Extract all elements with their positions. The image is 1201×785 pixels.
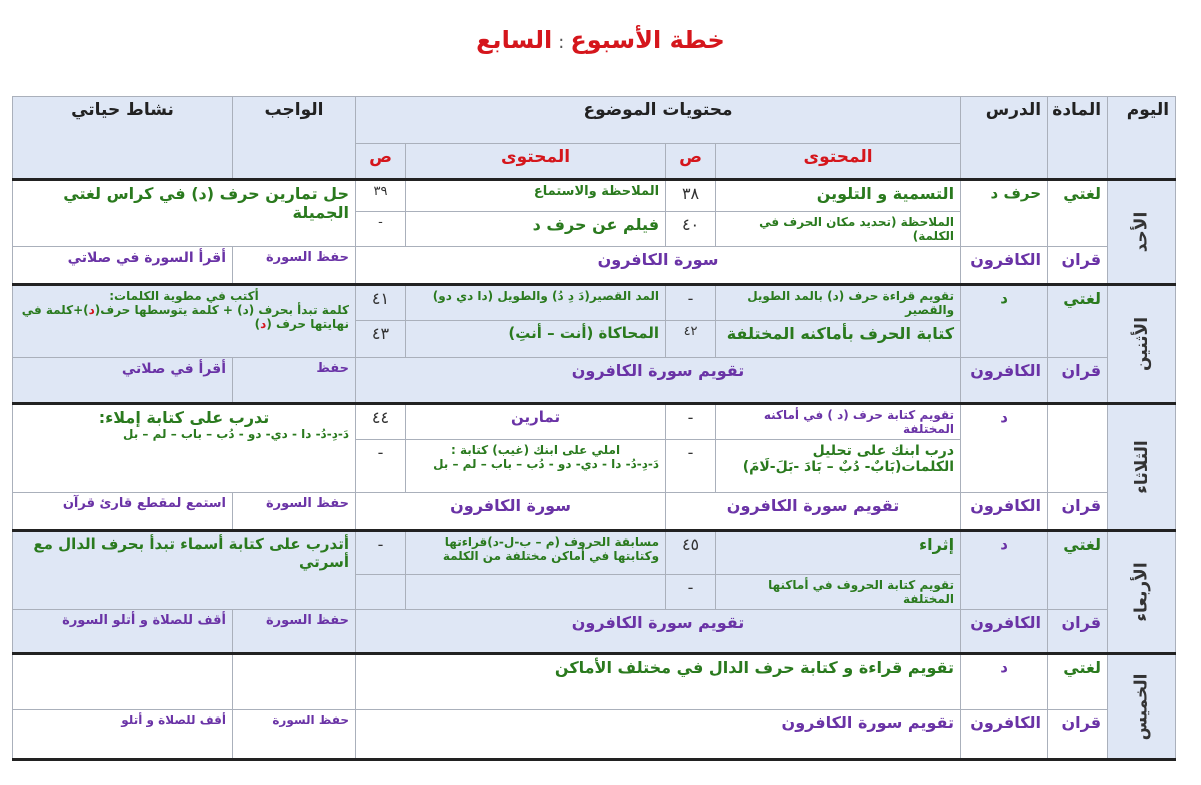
activity-cell: أقف للصلاة و أتلو السورة [13, 610, 233, 654]
title-week: خطة الأسبوع [570, 26, 725, 54]
content-cell: سورة الكافرون [356, 247, 961, 285]
subject-cell [1048, 404, 1108, 493]
page-cell: - [666, 575, 716, 610]
lesson-cell: الكافرون [961, 493, 1048, 531]
activity-cell [13, 654, 233, 710]
subject-cell: قران [1048, 358, 1108, 404]
header-topic: محتويات الموضوع [356, 97, 961, 144]
header-page-a: ص [666, 144, 716, 180]
page-cell: ٤٥ [666, 531, 716, 575]
subject-cell: لغتي [1048, 531, 1108, 610]
header-row [13, 97, 1176, 144]
content-cell: تمارين [406, 404, 666, 440]
header-content-a: المحتوى [716, 144, 961, 180]
table-row [13, 247, 1176, 285]
activity-cell: أقرأ السورة في صلاتي [13, 247, 233, 285]
weekly-plan-table [12, 96, 1176, 761]
activity-cell: استمع لمقطع قارئ قرآن [13, 493, 233, 531]
content-line: دَ-دِ-دُ- دا - دي- دو - دُب – باب – لم – بل [433, 457, 660, 471]
lesson-cell: د [961, 531, 1048, 610]
table-row [13, 654, 1176, 710]
page-cell: ٤٠ [666, 212, 716, 247]
table-row [13, 285, 1176, 321]
table-row [13, 493, 1176, 531]
page-cell: ٤١ [356, 285, 406, 321]
content-cell [406, 440, 666, 493]
content-cell: الملاحظة والاستماع [406, 180, 666, 212]
page-cell: - [666, 285, 716, 321]
activity-cell: أقرأ في صلاتي [13, 358, 233, 404]
content-cell: فيلم عن حرف د [406, 212, 666, 247]
activity-cell: أقف للصلاة و أتلو [13, 710, 233, 760]
subject-cell: لغتي [1048, 285, 1108, 358]
homework-line: أكتب في مطوية الكلمات: [109, 289, 259, 303]
lesson-cell: حرف د [961, 180, 1048, 247]
day-thursday: الخميس [1108, 654, 1176, 760]
table-row [13, 358, 1176, 404]
header-page-b: ص [356, 144, 406, 180]
subject-cell: قران [1048, 610, 1108, 654]
page-cell: ٤٣ [356, 321, 406, 358]
lesson-cell: د [961, 654, 1048, 710]
content-cell: تقويم قراءة و كتابة حرف الدال في مختلف الأماكن [356, 654, 961, 710]
content-cell: تقويم سورة الكافرون [356, 710, 961, 760]
homework-cell: حفظ السورة [233, 710, 356, 760]
content-cell [406, 575, 666, 610]
homework-line: تدرب على كتابة إملاء: [98, 408, 270, 427]
header-lesson: الدرس [961, 97, 1048, 180]
page-cell: ٤٤ [356, 404, 406, 440]
header-day: اليوم [1108, 97, 1176, 180]
content-cell: المحاكاة (أنت – أنتِ) [406, 321, 666, 358]
page-cell: - [666, 440, 716, 493]
subject-cell: لغتي [1048, 180, 1108, 247]
subject-cell: لغتي [1048, 654, 1108, 710]
day-tuesday: الثلاثاء [1108, 404, 1176, 531]
homework-cell: حل تمارين حرف (د) في كراس لغتي الجميلة [13, 180, 356, 247]
content-cell: المد القصير(دَ دِ دُ) والطويل (دا دي دو) [406, 285, 666, 321]
table-row [13, 710, 1176, 760]
lesson-cell: الكافرون [961, 610, 1048, 654]
page-cell: ٣٨ [666, 180, 716, 212]
homework-cell: حفظ السورة [233, 247, 356, 285]
table-row [13, 180, 1176, 212]
subject-cell: قران [1048, 247, 1108, 285]
page-title [0, 26, 1201, 54]
subject-cell: قران [1048, 493, 1108, 531]
homework-line: كلمة تبدأ بحرف (د) + كلمة يتوسطها حرف(د)+كلمة في نهايتها حرف (د) [21, 303, 349, 331]
homework-line: دَ-دِ-دُ- دا - دي- دو - دُب – باب – لم – بل [123, 427, 349, 441]
page-cell: ٤٢ [666, 321, 716, 358]
day-wednesday: الأربعاء [1108, 531, 1176, 654]
content-cell: تقويم قراءة حرف (د) بالمد الطويل والقصير [716, 285, 961, 321]
page-cell: - [356, 531, 406, 575]
content-cell: إثراء [716, 531, 961, 575]
homework-cell [13, 404, 356, 493]
title-separator: : [558, 32, 565, 53]
day-sunday: الأحد [1108, 180, 1176, 285]
content-cell: تقويم سورة الكافرون [356, 358, 961, 404]
page-cell [356, 575, 406, 610]
content-line: املي على ابنك (غيب) كتابة : [450, 443, 621, 457]
page-cell: ٣٩ [356, 180, 406, 212]
content-cell: مسابقة الحروف (م – ب-ل-د)قراءتها وكتابتها في أماكن مختلفة من الكلمة [406, 531, 666, 575]
content-cell: التسمية و التلوين [716, 180, 961, 212]
lesson-cell: الكافرون [961, 247, 1048, 285]
lesson-cell: الكافرون [961, 358, 1048, 404]
lesson-cell: د [961, 404, 1048, 493]
header-homework: الواجب [233, 97, 356, 180]
header-content-b: المحتوى [406, 144, 666, 180]
homework-cell: حفظ السورة [233, 493, 356, 531]
homework-cell [13, 285, 356, 358]
lesson-cell: الكافرون [961, 710, 1048, 760]
homework-cell: حفظ [233, 358, 356, 404]
content-cell: تقويم سورة الكافرون [356, 610, 961, 654]
day-monday: الأثنين [1108, 285, 1176, 404]
page-cell: - [666, 404, 716, 440]
content-cell: سورة الكافرون [356, 493, 666, 531]
content-cell: كتابة الحرف بأماكنه المختلفة [716, 321, 961, 358]
content-cell: الملاحظة (تحديد مكان الحرف في الكلمة) [716, 212, 961, 247]
content-cell: درب ابنك على تحليل الكلمات(بَابٌ- دُبٌ – بَادَ -بَلَ-لَامَ) [716, 440, 961, 493]
title-week-number: السابع [476, 26, 553, 54]
homework-cell: أتدرب على كتابة أسماء تبدأ بحرف الدال مع أسرتي [13, 531, 356, 610]
table-row [13, 531, 1176, 575]
content-cell: تقويم سورة الكافرون [666, 493, 961, 531]
content-cell: تقويم كتابة الحروف في أماكنها المختلفة [716, 575, 961, 610]
table-row [13, 610, 1176, 654]
page-cell: - [356, 212, 406, 247]
subject-cell: قران [1048, 710, 1108, 760]
content-cell: تقويم كتابة حرف (د ) في أماكنه المختلفة [716, 404, 961, 440]
page-cell: - [356, 440, 406, 493]
header-subject: المادة [1048, 97, 1108, 180]
header-activity: نشاط حياتي [13, 97, 233, 180]
homework-cell [233, 654, 356, 710]
lesson-cell: د [961, 285, 1048, 358]
homework-cell: حفظ السورة [233, 610, 356, 654]
table-row [13, 404, 1176, 440]
